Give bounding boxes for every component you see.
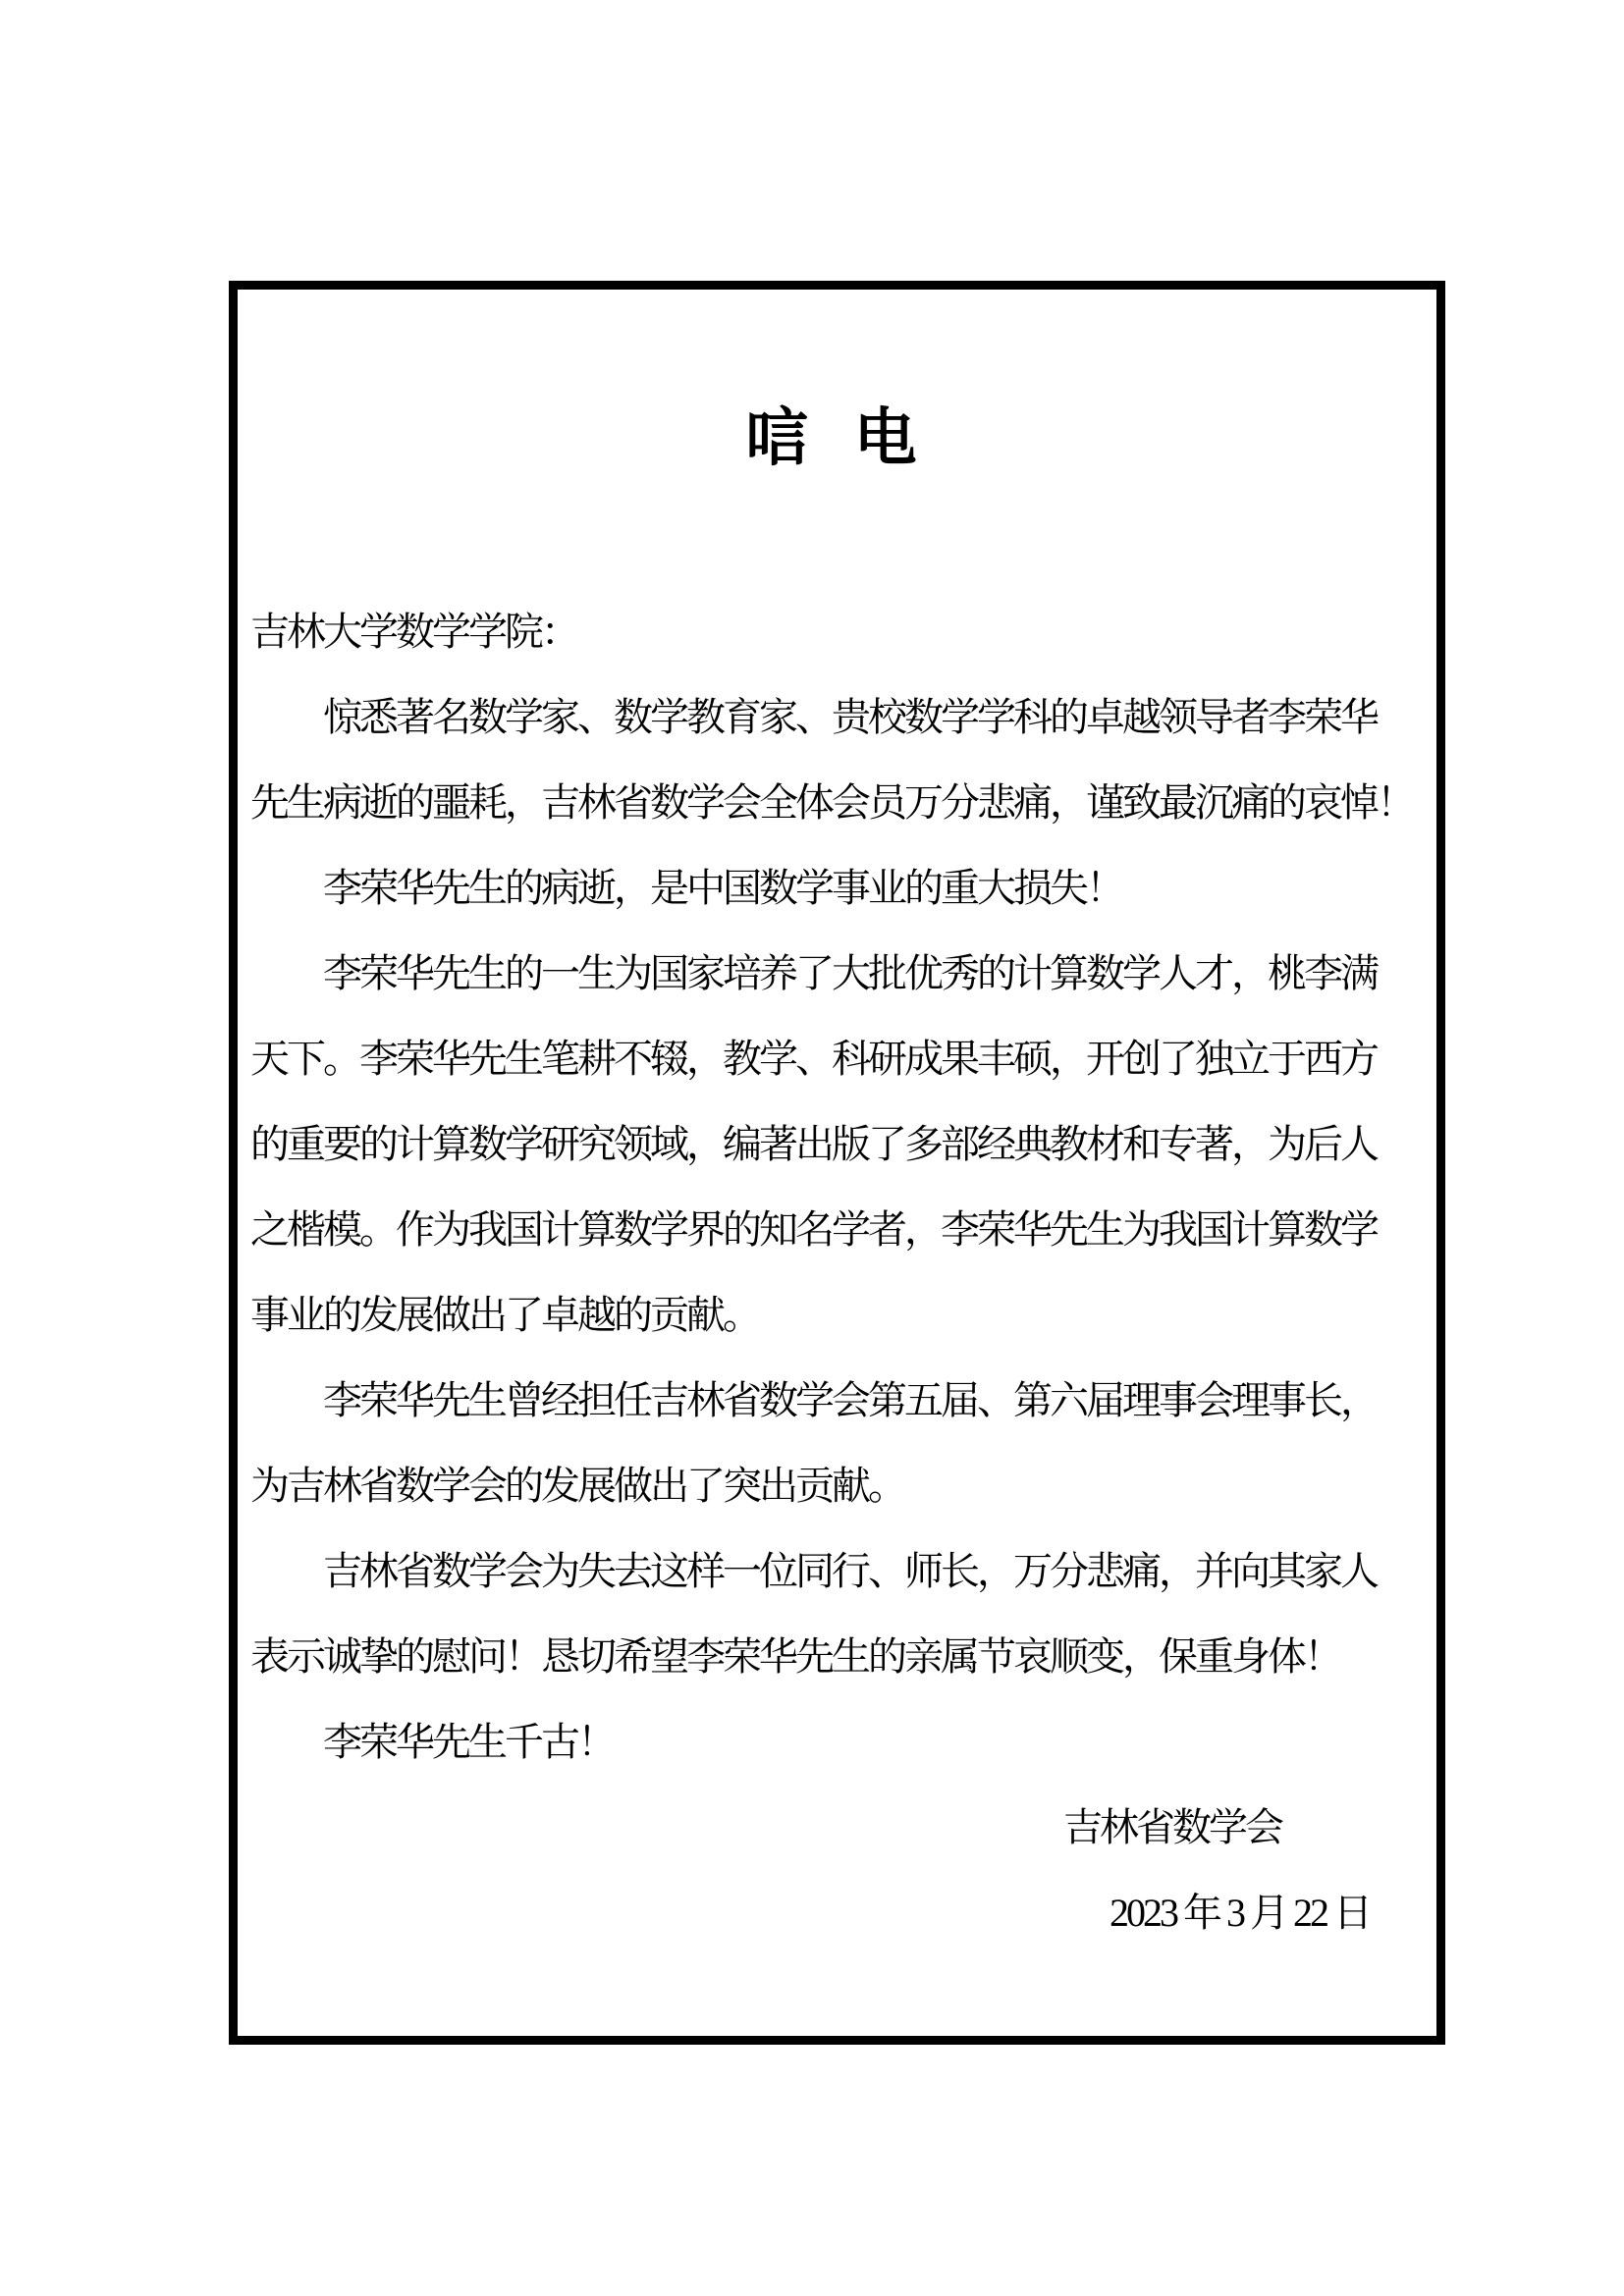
letter-title: 唁 电 xyxy=(745,402,929,475)
body-line: 李荣华先生的一生为国家培养了大批优秀的计算数学人才，桃李满 xyxy=(323,951,1377,995)
signature-date: 2023 年 3 月 22 日 xyxy=(1110,1891,1370,1935)
body-line: 惊悉著名数学家、数学教育家、贵校数学学科的卓越领导者李荣华 xyxy=(323,695,1377,739)
body-line: 李荣华先生的病逝，是中国数学事业的重大损失！ xyxy=(323,866,1122,910)
letter-border-frame xyxy=(229,281,1445,2045)
body-line: 事业的发展做出了卓越的贡献。 xyxy=(250,1293,759,1337)
body-line: 李荣华先生曾经担任吉林省数学会第五届、第六届理事会理事长， xyxy=(323,1378,1377,1422)
body-line: 先生病逝的噩耗，吉林省数学会全体会员万分悲痛，谨致最沉痛的哀悼！ xyxy=(250,780,1413,825)
letter-body xyxy=(250,589,1423,1955)
body-line: 天下。李荣华先生笔耕不辍，教学、科研成果丰硕，开创了独立于西方 xyxy=(250,1037,1377,1081)
salutation: 吉林大学数学学院： xyxy=(250,610,577,654)
body-line: 的重要的计算数学研究领域，编著出版了多部经典教材和专著，为后人 xyxy=(250,1122,1377,1166)
body-line: 之楷模。作为我国计算数学界的知名学者，李荣华先生为我国计算数学 xyxy=(250,1207,1377,1252)
signature: 吉林省数学会 xyxy=(1063,1805,1281,1849)
body-line: 李荣华先生千古！ xyxy=(323,1720,614,1764)
body-line: 表示诚挚的慰问！恳切希望李荣华先生的亲属节哀顺变，保重身体！ xyxy=(250,1634,1340,1679)
body-line: 吉林省数学会为失去这样一位同行、师长，万分悲痛，并向其家人 xyxy=(323,1549,1377,1593)
body-line: 为吉林省数学会的发展做出了突出贡献。 xyxy=(250,1464,904,1508)
